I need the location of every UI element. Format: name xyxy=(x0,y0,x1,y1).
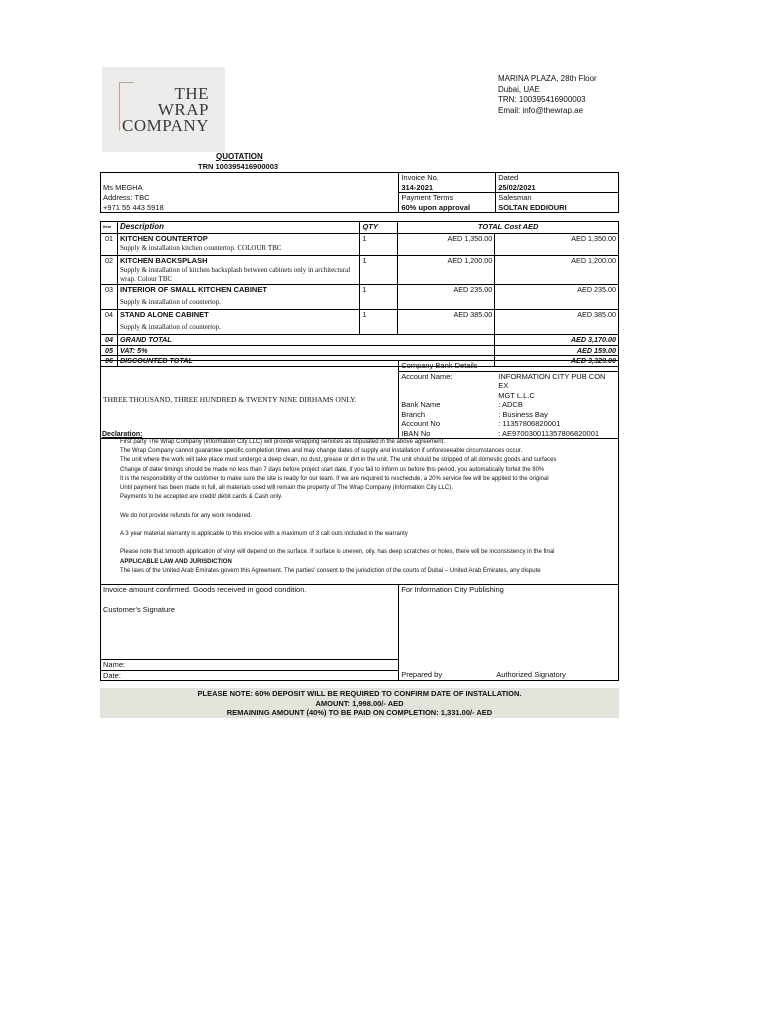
item-qty: 1 xyxy=(360,310,398,335)
item-number: 02 xyxy=(101,256,118,285)
header-qty: QTY xyxy=(360,222,398,234)
company-trn: TRN: 100395416900003 xyxy=(498,95,586,104)
amount-in-words: THREE THOUSAND, THREE HUNDRED & TWENTY NINE DIRHAMS ONLY. xyxy=(101,361,399,439)
salesman-value: SOLTAN EDDIOURI xyxy=(498,202,567,212)
table-row xyxy=(101,256,619,285)
declaration-line: Please note that smooth application of vinyl will depend on the surface. If surface is uneven, oily, has deep scratches or holes, there will be inconsistency in the final xyxy=(120,549,555,556)
customer-address: Address: TBC xyxy=(101,193,399,203)
deposit-note-line1: PLEASE NOTE: 60% DEPOSIT WILL BE REQUIRED TO CONFIRM DATE OF INSTALLATION. xyxy=(197,689,522,698)
item-name: STAND ALONE CABINET xyxy=(119,310,209,319)
item-unit-price: AED 1,200.00 xyxy=(398,256,495,285)
declaration-line xyxy=(120,521,616,530)
vat-label: VAT: 5% xyxy=(117,345,494,356)
item-unit-price: AED 1,350.00 xyxy=(398,234,495,256)
declaration-heading: Declaration: xyxy=(102,431,143,438)
item-total: AED 385.00 xyxy=(495,310,619,335)
iban-value: : AE970030011357806820001 xyxy=(498,428,600,438)
payment-terms-value: 60% upon approval xyxy=(399,203,496,213)
branch-label: Branch xyxy=(401,409,426,419)
company-logo xyxy=(102,67,225,152)
totals-number: 06 xyxy=(101,356,118,367)
iban-label: IBAN No xyxy=(401,428,431,438)
branch-value: : Business Bay xyxy=(498,409,548,419)
item-name: INTERIOR OF SMALL KITCHEN CABINET xyxy=(119,285,267,294)
declaration-line: The laws of the United Arab Emirates govern this Agreement. The parties' consent to the jurisdiction of the courts of Dubai – United Arab Emirates, any dispute xyxy=(120,567,541,574)
invoice-confirmed-text: Invoice amount confirmed. Goods received in good condition. xyxy=(101,585,399,595)
signature-section xyxy=(100,584,619,681)
remaining-amount: REMAINING AMOUNT (40%) TO BE PAID ON COMPLETION: 1,331.00/- AED xyxy=(226,708,493,717)
invoice-no-label: Invoice No. xyxy=(399,173,496,183)
logo-line-2: WRAP xyxy=(157,100,209,119)
declaration-line: First party The Wrap Company (Information City LLC) will provide wrapping services as stipulated in the above agreement. xyxy=(120,439,445,445)
bank-details xyxy=(399,361,618,438)
payment-terms-label: Payment Terms xyxy=(399,193,496,203)
grand-total-value: AED 3,170.00 xyxy=(495,335,619,346)
item-description: Supply & installation of countertop. xyxy=(119,297,221,306)
declaration-law-heading: APPLICABLE LAW AND JURISDICTION xyxy=(120,558,232,565)
totals-row xyxy=(101,345,619,356)
grand-total-label: GRAND TOTAL xyxy=(117,335,494,346)
salesman-label: Salesman xyxy=(498,193,532,202)
declaration-line: We do not provide refunds for any work rendered. xyxy=(120,512,252,519)
header-description: Description xyxy=(117,222,359,234)
discounted-total-value: AED 3,329.00 xyxy=(570,356,616,365)
item-qty: 1 xyxy=(360,285,398,310)
item-description: Supply & installation of kitchen backsplash between cabinets only in architectural wrap. Colour TBC xyxy=(119,265,351,283)
document-title: QUOTATION xyxy=(216,152,263,161)
table-row xyxy=(101,285,619,310)
vat-value: AED 159.00 xyxy=(495,345,619,356)
item-total: AED 1,200.00 xyxy=(495,256,619,285)
item-number: 01 xyxy=(101,234,118,256)
table-row xyxy=(101,310,619,335)
name-label: Name: xyxy=(101,660,399,671)
dated-value: 25/02/2021 xyxy=(496,183,619,193)
declaration-line: A 3 year material warranty is applicable to this invoice with a maximum of 3 call outs included in the warranty xyxy=(120,531,408,537)
item-number: 04 xyxy=(101,310,118,335)
item-total: AED 235.00 xyxy=(495,285,619,310)
declaration-line: Until payment has been made in full, all materials used will remain the property of The Wrap Company (Information City LLC). xyxy=(120,485,453,492)
declaration-line: The unit where the work will take place must undergo a deep clean, no dust, grease or dirt in the unit. The unit should be stripped of all domestic goods and surfaces xyxy=(120,457,557,464)
table-row xyxy=(101,234,619,256)
bank-heading: Company Bank Details xyxy=(399,361,618,371)
discounted-total-label: DISCOUNTED TOTAL xyxy=(117,356,494,367)
item-name: KITCHEN BACKSPLASH xyxy=(119,256,208,265)
item-unit-price: AED 235.00 xyxy=(398,285,495,310)
declaration-section xyxy=(100,429,619,585)
deposit-amount: AMOUNT: 1,998.00/- AED xyxy=(315,698,404,708)
prepared-by-label: Prepared by xyxy=(401,670,443,679)
item-qty: 1 xyxy=(360,256,398,285)
customer-signature-label: Customer's Signature xyxy=(101,595,399,615)
declaration-line: It is the responsibility of the customer to make sure the site is ready for our team. If we are required to reschedule, a 20% service fee will be applied to the original xyxy=(120,475,549,482)
declaration-line: The Wrap Company cannot guarantee specific completion times and may change dates of supply and installation if unforeseeable circumstances occur. xyxy=(120,448,523,455)
authorized-signatory-label: Authorized Signatory xyxy=(496,670,566,679)
dated-label: Dated xyxy=(498,173,519,182)
bank-name-label: Bank Name xyxy=(401,400,441,409)
logo-line-1: THE xyxy=(174,84,209,103)
item-unit-price: AED 385.00 xyxy=(398,310,495,335)
account-name-label: Account Name: xyxy=(401,371,453,381)
company-address-line2: Dubai, UAE xyxy=(498,84,540,94)
totals-row xyxy=(101,335,619,346)
amount-bank-section xyxy=(100,360,619,439)
company-email: Email: info@thewrap.ae xyxy=(498,105,584,115)
company-address-line1: MARINA PLAZA, 28th Floor xyxy=(498,74,597,83)
for-company-text: For Information City Publishing xyxy=(401,585,504,594)
item-qty: 1 xyxy=(360,234,398,256)
item-description: Supply & installation kitchen countertop. COLOUR TBC xyxy=(119,243,282,252)
logo-line-3: COMPANY xyxy=(122,116,209,135)
totals-number: 04 xyxy=(101,335,118,346)
declaration-line: Change of date/ timings should be made no less than 7 days before project start date, if you fail to inform us before this period, you automatically forfeit the 80% xyxy=(120,466,545,473)
account-name-value: INFORMATION CITY PUB CON EX xyxy=(498,371,606,390)
item-total: AED 1,350.00 xyxy=(495,234,619,256)
customer-name: Ms MEGHA xyxy=(101,183,399,193)
account-name-value-2: MGT L.L.C xyxy=(498,390,535,400)
item-description: Supply & installation of countertop. xyxy=(119,322,221,331)
header-item: Item xyxy=(101,222,118,234)
declaration-lines xyxy=(120,438,616,576)
declaration-line xyxy=(120,539,616,548)
deposit-note xyxy=(100,688,619,718)
item-number: 03 xyxy=(101,285,118,310)
date-label: Date: xyxy=(101,670,399,681)
items-table xyxy=(100,221,619,367)
declaration-line: Payments to be accepted are credit/ debit cards & Cash only. xyxy=(120,494,283,501)
item-name: KITCHEN COUNTERTOP xyxy=(119,234,208,243)
document-trn: TRN 100395416900003 xyxy=(198,162,279,171)
totals-number: 05 xyxy=(101,345,118,356)
account-no-label: Account No xyxy=(401,419,441,428)
declaration-line xyxy=(120,502,616,511)
header-total: TOTAL Cost AED xyxy=(398,222,619,234)
customer-info-table xyxy=(100,172,619,213)
invoice-no-value: 314-2021 xyxy=(399,183,496,193)
customer-phone: +971 55 443 5918 xyxy=(101,203,399,213)
company-address xyxy=(498,74,597,116)
bank-name-value: : ADCB xyxy=(498,400,523,409)
account-no-value: : 11357806820001 xyxy=(498,419,561,428)
